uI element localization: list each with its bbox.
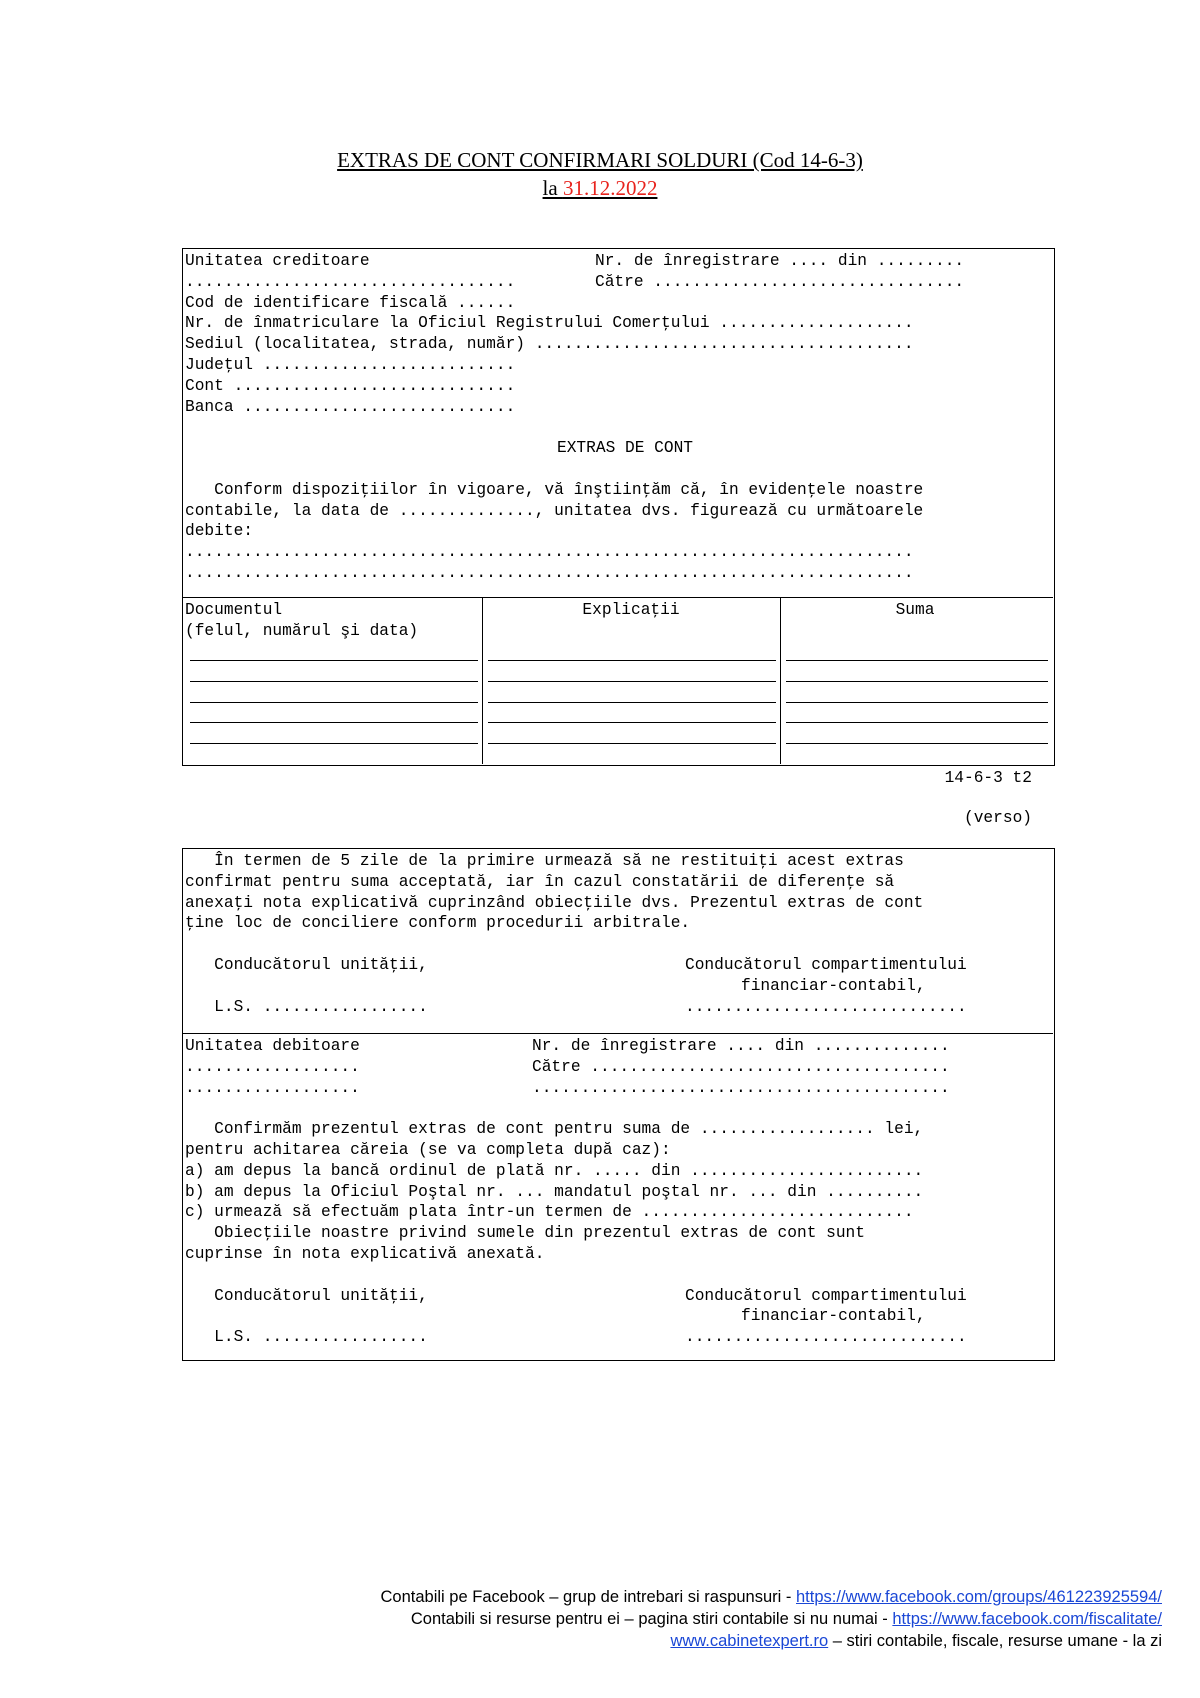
table-top-rule xyxy=(182,597,1053,598)
debitor-section xyxy=(185,1036,1065,1348)
table-row-rule xyxy=(488,743,776,744)
table-row-rule xyxy=(786,660,1048,661)
sign-left-label: Conducătorul unităţii, xyxy=(185,955,428,974)
creditor-county: Judeţul .......................... xyxy=(185,355,516,374)
creditor-account: Cont ............................. xyxy=(185,376,516,395)
confirm-option-a: a) am depus la bancă ordinul de plată nr. ..... din ........................ xyxy=(185,1161,924,1180)
debitor-dots-c: ........................................... xyxy=(532,1078,950,1097)
table-row-rule xyxy=(190,722,478,723)
extras-heading: EXTRAS DE CONT xyxy=(557,439,693,458)
sign-left-label-2: Conducătorul unităţii, xyxy=(185,1286,428,1305)
title-line-1: EXTRAS DE CONT CONFIRMARI SOLDURI (Cod 14-6-3) xyxy=(337,148,863,172)
confirm-option-b: b) am depus la Oficiul Poştal nr. ... mandatul poştal nr. ... din .......... xyxy=(185,1182,924,1201)
cabinetexpert-link[interactable]: www.cabinetexpert.ro xyxy=(670,1632,829,1650)
creditor-section xyxy=(185,251,1065,584)
sign-right-label-4: financiar-contabil, xyxy=(741,1307,926,1326)
verso-section xyxy=(185,851,1065,1017)
table-row-rule xyxy=(488,681,776,682)
table-row-rule xyxy=(488,702,776,703)
creditor-cif: Cod de identificare fiscală ...... xyxy=(185,293,516,312)
footer-line-2 xyxy=(381,1608,1162,1630)
extras-dots-2: ........................................................................... xyxy=(185,563,914,582)
table-row-rule xyxy=(786,681,1048,682)
creditor-address: Sediul (localitatea, strada, număr) ....................................... xyxy=(185,335,914,354)
title-date: 31.12.2022 xyxy=(562,176,658,200)
table-col-suma: Suma xyxy=(895,601,935,619)
debitor-dots-b: .................. xyxy=(185,1078,360,1097)
table-row-rule xyxy=(786,743,1048,744)
table-col-explicatii: Explicaţii xyxy=(582,601,680,619)
title-line-2 xyxy=(0,174,1200,202)
sign-right-dots: ............................. xyxy=(685,997,967,1016)
sign-right-label-3: Conducătorul compartimentului xyxy=(685,1286,967,1305)
debitor-unit-label: Unitatea debitoare xyxy=(185,1037,360,1055)
facebook-page-link[interactable]: https://www.facebook.com/fiscalitate/ xyxy=(892,1610,1162,1628)
extras-dots-1: ........................................................................... xyxy=(185,543,914,562)
footer-text-1: Contabili pe Facebook – grup de intrebari si raspunsuri - xyxy=(380,1588,796,1606)
footer-text-2: Contabili si resurse pentru ei – pagina stiri contabile si nu numai - xyxy=(410,1610,893,1628)
confirm-line-7: cuprinse în nota explicativă anexată. xyxy=(185,1244,545,1263)
verso-label: (verso) xyxy=(964,809,1032,827)
table-row-rule xyxy=(190,660,478,661)
table-row-rule xyxy=(786,722,1048,723)
footer-text-3: – stiri contabile, fiscale, resurse umane - la zi xyxy=(828,1632,1162,1650)
page-title xyxy=(0,146,1200,202)
extras-text-2: contabile, la data de .............., unitatea dvs. figurează cu următoarele xyxy=(185,501,924,520)
verso-p4: ţine loc de conciliere conform procedurii arbitrale. xyxy=(185,914,691,933)
extras-text-1: Conform dispoziţiilor în vigoare, vă înştiinţăm că, în evidenţele noastre xyxy=(185,480,924,499)
creditor-unit-dots: .................................. xyxy=(185,272,516,291)
table-header xyxy=(185,600,1065,642)
ls-field-2: L.S. ................. xyxy=(185,1328,428,1347)
sign-right-label-2: financiar-contabil, xyxy=(741,976,926,995)
table-row-rule xyxy=(488,722,776,723)
creditor-unit-label: Unitatea creditoare xyxy=(185,252,370,270)
extras-text-3: debite: xyxy=(185,522,253,541)
table-col-documentul: Documentul xyxy=(185,601,283,619)
verso-p1: În termen de 5 zile de la primire urmează să ne restituiţi acest extras xyxy=(185,852,904,870)
footer xyxy=(381,1586,1162,1652)
footer-line-3 xyxy=(381,1630,1162,1652)
creditor-to: Către ................................ xyxy=(595,272,965,291)
creditor-bank: Banca ............................ xyxy=(185,397,516,416)
debitor-reg-number: Nr. de înregistrare .... din .............. xyxy=(532,1037,950,1055)
verso-p2: confirmat pentru suma acceptată, iar în cazul constatării de diferenţe să xyxy=(185,872,895,891)
confirm-line-6: Obiecţiile noastre privind sumele din prezentul extras de cont sunt xyxy=(185,1224,865,1243)
debitor-to: Către ..................................... xyxy=(532,1057,950,1076)
creditor-reg-number: Nr. de înregistrare .... din ......... xyxy=(595,252,965,270)
ls-field: L.S. ................. xyxy=(185,997,428,1016)
table-row-rule xyxy=(190,743,478,744)
debitor-dots-a: .................. xyxy=(185,1057,360,1076)
creditor-reg-com: Nr. de înmatriculare la Oficiul Registrului Comerţului .................... xyxy=(185,314,914,333)
confirm-line-2: pentru achitarea căreia (se va completa după caz): xyxy=(185,1140,671,1159)
verso-divider xyxy=(182,1033,1053,1034)
confirm-option-c: c) urmează să efectuăm plata într-un termen de ............................ xyxy=(185,1203,914,1222)
confirm-line-1: Confirmăm prezentul extras de cont pentru suma de .................. lei, xyxy=(185,1120,924,1139)
table-row-rule xyxy=(190,681,478,682)
verso-p3: anexaţi nota explicativă cuprinzând obiecţiile dvs. Prezentul extras de cont xyxy=(185,893,924,912)
title-date-prefix: la xyxy=(542,176,563,200)
facebook-group-link[interactable]: https://www.facebook.com/groups/461223925594/ xyxy=(796,1588,1162,1606)
table-row-rule xyxy=(786,702,1048,703)
table-col-documentul-sub: (felul, numărul şi data) xyxy=(185,621,419,640)
form-code: 14-6-3 t2 xyxy=(944,769,1032,787)
footer-line-1 xyxy=(381,1586,1162,1608)
table-row-rule xyxy=(488,660,776,661)
sign-right-label: Conducătorul compartimentului xyxy=(685,955,967,974)
sign-right-dots-2: ............................. xyxy=(685,1328,967,1347)
table-row-rule xyxy=(190,702,478,703)
